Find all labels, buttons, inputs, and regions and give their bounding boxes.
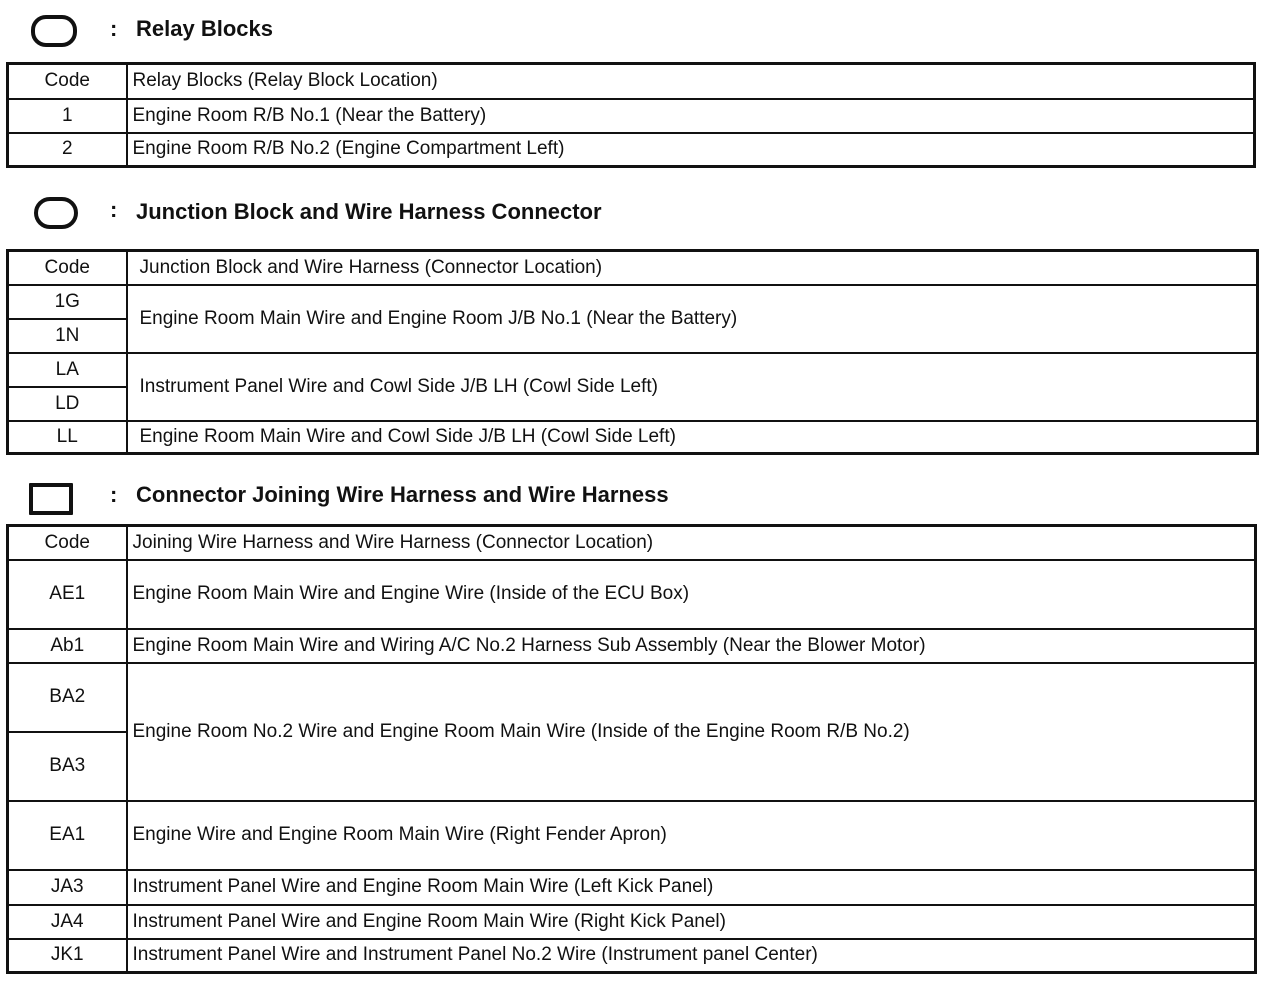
section-title: Relay Blocks (136, 16, 273, 41)
table-header-row (8, 526, 1256, 560)
description-cell: Instrument Panel Wire and Cowl Side J/B LH (Cowl Side Left) (127, 353, 1258, 421)
junction-block-table (6, 249, 1259, 455)
description-cell: Engine Room Main Wire and Wiring A/C No.2 Harness Sub Assembly (Near the Blower Motor) (127, 629, 1256, 663)
table-row (8, 905, 1256, 939)
table-header-row (8, 251, 1258, 285)
description-cell: Engine Room R/B No.2 (Engine Compartment Left) (127, 133, 1255, 167)
code-cell: 2 (8, 133, 127, 167)
code-cell: AE1 (8, 560, 127, 629)
description-cell: Instrument Panel Wire and Instrument Panel No.2 Wire (Instrument panel Center) (127, 939, 1256, 973)
code-cell: LA (8, 353, 127, 387)
table-row (8, 99, 1255, 133)
code-cell: JK1 (8, 939, 127, 973)
connector-joining-table (6, 524, 1257, 974)
table-row (8, 353, 1258, 387)
section-title: Junction Block and Wire Harness Connector (136, 199, 602, 224)
square-rectangle-icon (29, 483, 73, 515)
table-row (8, 870, 1256, 905)
oval-rectangle-icon (34, 197, 78, 229)
code-cell: 1G (8, 285, 127, 319)
code-cell: JA3 (8, 870, 127, 905)
code-cell: LL (8, 421, 127, 454)
heading-colon: : (110, 16, 118, 41)
description-cell: Instrument Panel Wire and Engine Room Main Wire (Right Kick Panel) (127, 905, 1256, 939)
relay-blocks-table (6, 62, 1256, 168)
rounded-rectangle-icon (31, 15, 77, 47)
section-title: Connector Joining Wire Harness and Wire Harness (136, 482, 669, 507)
table-row (8, 939, 1256, 973)
description-column-header: Relay Blocks (Relay Block Location) (127, 64, 1255, 99)
table-row (8, 421, 1258, 454)
code-cell: 1N (8, 319, 127, 353)
code-column-header: Code (8, 64, 127, 99)
heading-colon: : (110, 197, 118, 222)
table-row (8, 560, 1256, 629)
description-cell: Engine Room R/B No.1 (Near the Battery) (127, 99, 1255, 133)
code-column-header: Code (8, 526, 127, 560)
code-cell: Ab1 (8, 629, 127, 663)
code-cell: JA4 (8, 905, 127, 939)
description-cell: Engine Room Main Wire and Engine Room J/B No.1 (Near the Battery) (127, 285, 1258, 353)
connector-joining-header (0, 478, 1280, 518)
table-row (8, 285, 1258, 319)
table-header-row (8, 64, 1255, 99)
table-row (8, 801, 1256, 870)
description-column-header: Junction Block and Wire Harness (Connector Location) (127, 251, 1258, 285)
description-column-header: Joining Wire Harness and Wire Harness (Connector Location) (127, 526, 1256, 560)
code-column-header: Code (8, 251, 127, 285)
code-cell: BA2 (8, 663, 127, 732)
description-cell: Engine Room Main Wire and Engine Wire (Inside of the ECU Box) (127, 560, 1256, 629)
description-cell: Engine Room No.2 Wire and Engine Room Main Wire (Inside of the Engine Room R/B No.2) (127, 663, 1256, 801)
table-row (8, 663, 1256, 732)
code-cell: 1 (8, 99, 127, 133)
heading-colon: : (110, 482, 118, 507)
relay-blocks-header (0, 10, 1280, 50)
description-cell: Engine Wire and Engine Room Main Wire (Right Fender Apron) (127, 801, 1256, 870)
junction-block-header (0, 193, 1280, 233)
description-cell: Instrument Panel Wire and Engine Room Main Wire (Left Kick Panel) (127, 870, 1256, 905)
code-cell: EA1 (8, 801, 127, 870)
table-row (8, 629, 1256, 663)
code-cell: BA3 (8, 732, 127, 801)
code-cell: LD (8, 387, 127, 421)
table-row (8, 133, 1255, 167)
description-cell: Engine Room Main Wire and Cowl Side J/B LH (Cowl Side Left) (127, 421, 1258, 454)
